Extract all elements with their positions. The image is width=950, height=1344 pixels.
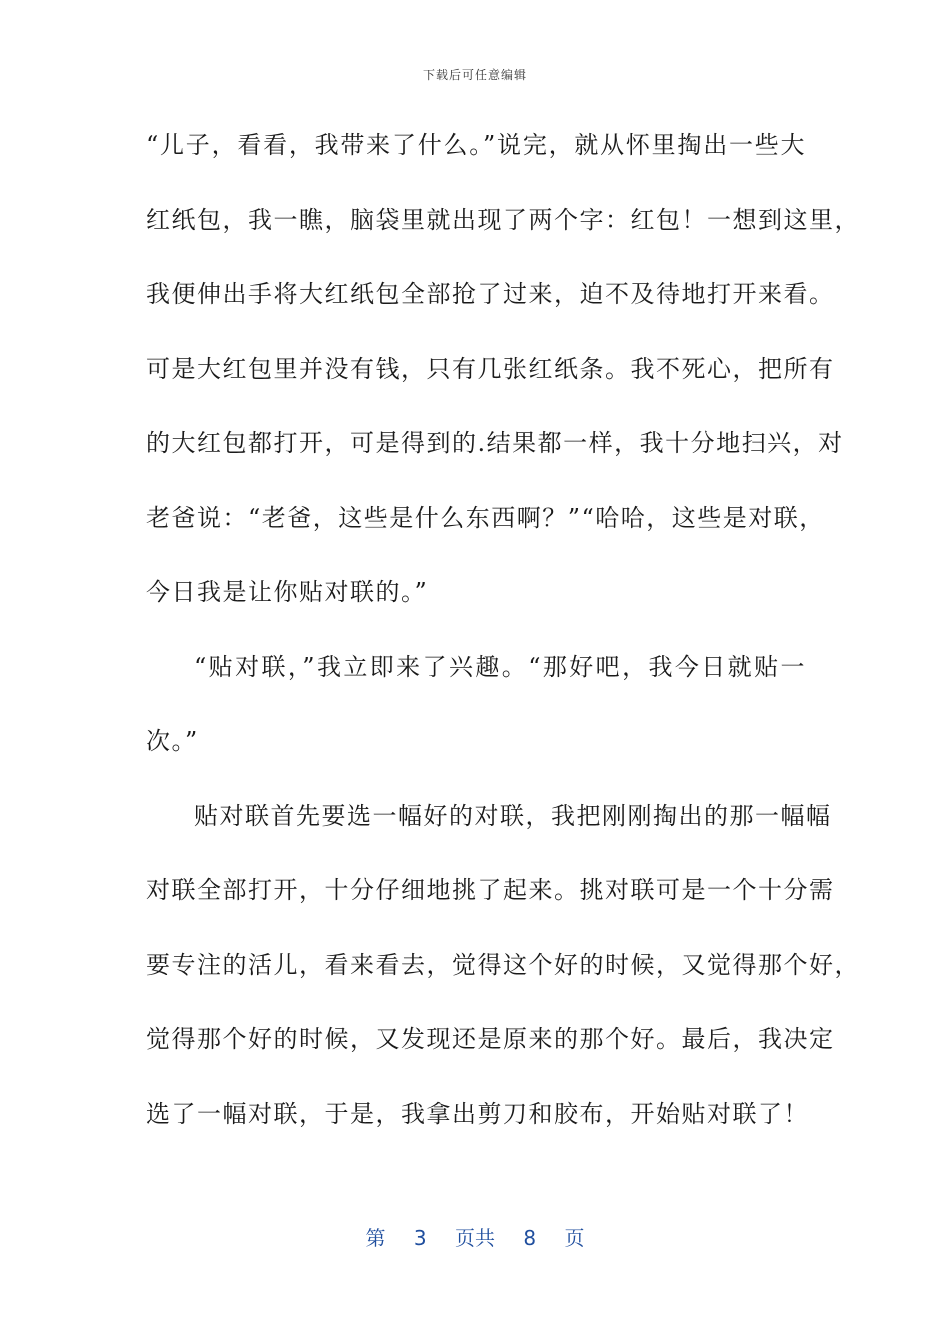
text-line: 次。”: [146, 727, 199, 755]
page-current-number: 3: [413, 1226, 427, 1250]
text-line: 可是大红包里并没有钱，只有几张红纸条。我不死心，把所有: [146, 354, 835, 383]
text-line: 红纸包，我一瞧，脑袋里就出现了两个字：红包！一想到这里，: [146, 205, 860, 234]
text-line: 我便伸出手将大红纸包全部抢了过来，迫不及待地打开来看。: [146, 280, 835, 308]
page-footer: [0, 1222, 950, 1251]
text-line: 选了一幅对联，于是，我拿出剪刀和胶布，开始贴对联了！: [146, 1099, 809, 1128]
page-label-middle: 页共: [455, 1226, 495, 1250]
text-line: 老爸说：“老爸，这些是什么东西啊？”“哈哈，这些是对联，: [146, 503, 825, 532]
text-line: 今日我是让你贴对联的。”: [146, 578, 429, 606]
document-body: [146, 120, 860, 1163]
page-total-number: 8: [523, 1226, 537, 1250]
text-line: 对联全部打开，十分仔细地挑了起来。挑对联可是一个十分需: [146, 876, 835, 904]
page-label-suffix: 页: [564, 1226, 585, 1250]
text-line: “贴对联，”我立即来了兴趣。“那好吧，我今日就贴一: [194, 652, 806, 681]
page-label-prefix: 第: [365, 1226, 386, 1250]
page-header: 下载后可任意编辑: [422, 68, 527, 82]
text-line: “儿子，看看，我带来了什么。”说完，就从怀里掏出一些大: [146, 131, 806, 159]
text-line: 要专注的活儿，看来看去，觉得这个好的时候，又觉得那个好，: [146, 950, 860, 979]
text-line: 觉得那个好的时候，又发现还是原来的那个好。最后，我决定: [146, 1025, 835, 1053]
text-line: 贴对联首先要选一幅好的对联，我把刚刚掏出的那一幅幅: [194, 801, 832, 830]
text-line: 的大红包都打开，可是得到的.结果都一样，我十分地扫兴，对: [146, 429, 844, 457]
